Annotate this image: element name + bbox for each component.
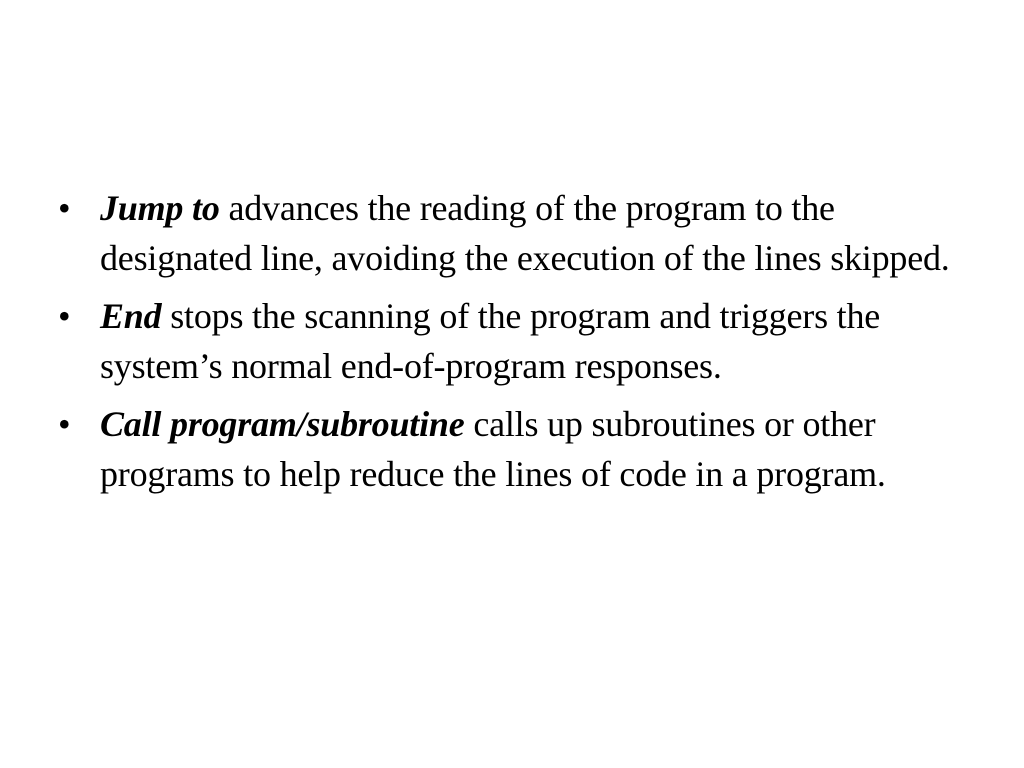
bullet-item-end	[58, 291, 978, 391]
bullet-description: calls up subroutines or other programs to help reduce the lines of code in a program.	[100, 404, 886, 494]
bullet-description: stops the scanning of the program and triggers the system’s normal end-of-program responses.	[100, 296, 881, 386]
bullet-item-call-program	[58, 399, 978, 499]
bullet-marker: •	[58, 404, 71, 444]
bullet-term: Jump to	[100, 188, 220, 228]
bullet-list	[58, 183, 978, 507]
bullet-term: Call program/subroutine	[100, 404, 465, 444]
bullet-item-jump-to	[58, 183, 978, 283]
bullet-term: End	[100, 296, 162, 336]
bullet-marker: •	[58, 296, 71, 336]
bullet-description: advances the reading of the program to the designated line, avoiding the execution of the lines skipped.	[100, 188, 950, 278]
bullet-marker: •	[58, 188, 71, 228]
